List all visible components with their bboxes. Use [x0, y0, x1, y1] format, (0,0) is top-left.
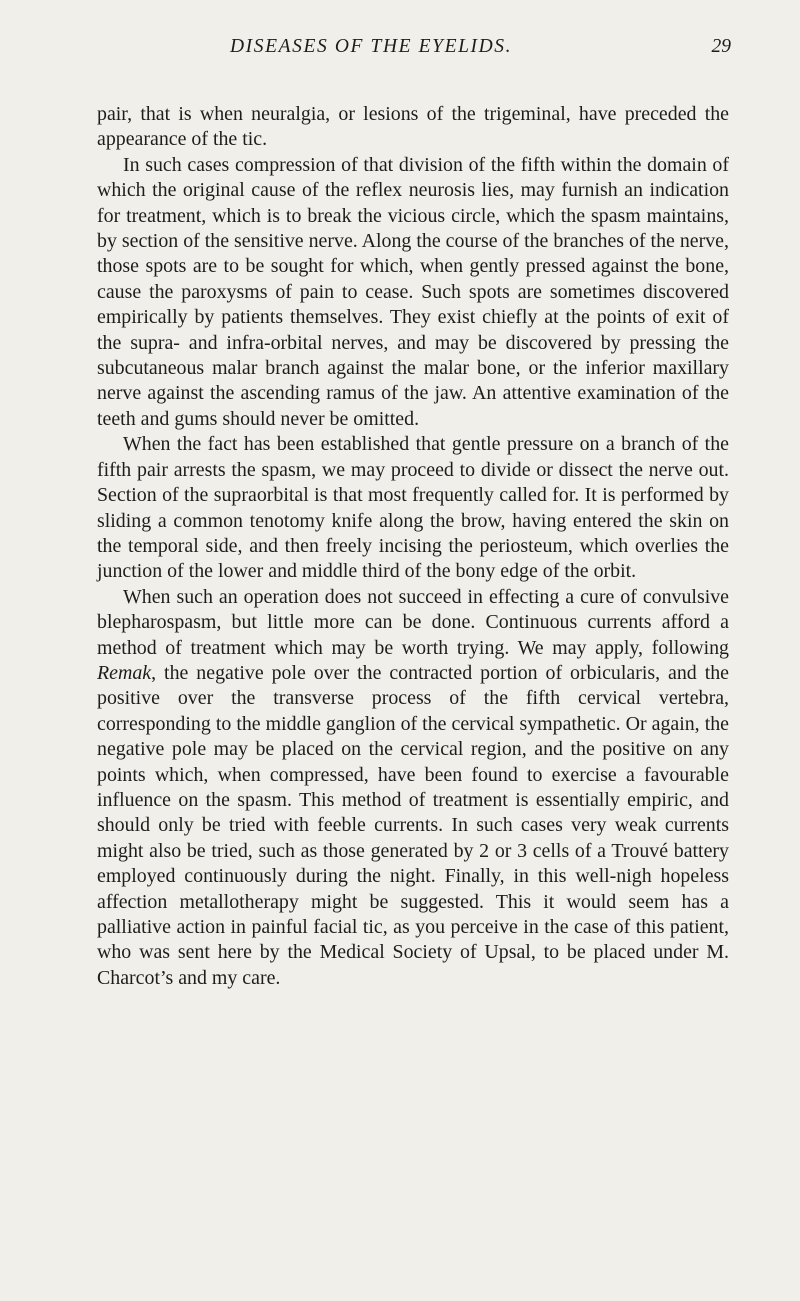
page-number: 29	[711, 36, 731, 57]
paragraph-text: pair, that is when neuralgia, or lesions of the trigeminal, have preceded the appearance of the tic.	[97, 103, 729, 151]
paragraph-text: When such an operation does not succeed in effecting a cure of convulsive blepharospasm, but little more can be done. Continuous currents afford a method of treatment which may be worth trying. We may apply, following	[97, 585, 729, 659]
paragraph-2	[97, 153, 729, 432]
paragraph-3	[97, 432, 729, 584]
running-header	[97, 36, 731, 102]
book-page	[97, 0, 729, 1301]
paragraph-4	[97, 585, 729, 992]
paragraph-text: , the negative pole over the contracted portion of orbicularis, and the positive over the transverse process of the fifth cervical vertebra, corresponding to the middle ganglion of the cervical sympathetic. Or again, the negative pole may be placed on the cervical region, and the positive on any points which, when compressed, have been found to exercise a favourable influence on the spasm. This method of treatment is essentially empiric, and should only be tried with feeble currents. In such cases very weak currents might also be tried, such as those generated by 2 or 3 cells of a Trouvé battery employed continuously during the night. Finally, in this well-nigh hopeless affection metallotherapy might be suggested. This it would seem has a palliative action in painful facial tic, as you perceive in the case of this patient, who was sent here by the Medical Society of Upsal, to be placed under M. Charcot’s and my care.	[97, 661, 729, 989]
paragraph-text: In such cases compression of that division of the fifth within the domain of which the original cause of the reflex neurosis lies, may furnish an indication for treatment, which is to break the vicious circle, which the spasm maintains, by section of the sensitive nerve. Along the course of the branches of the nerve, those spots are to be sought for which, when gently pressed against the bone, cause the paroxysms of pain to cease. Such spots are sometimes discovered empirically by patients themselves. They exist chiefly at the points of exit of the supra- and infra-orbital nerves, and may be discovered by pressing the subcutaneous malar branch against the malar bone, or the inferior maxillary nerve against the ascending ramus of the jaw. An attentive examination of the teeth and gums should never be omitted.	[97, 153, 729, 430]
body-text	[97, 102, 729, 991]
paragraph-text: When the fact has been established that gentle pressure on a branch of the fifth pair arrests the spasm, we may proceed to divide or dissect the nerve out. Section of the supraorbital is that most frequently called for. It is performed by sliding a common tenotomy knife along the brow, having entered the skin on the temporal side, and then freely incising the periosteum, which overlies the junction of the lower and middle third of the bony edge of the orbit.	[97, 433, 729, 583]
paragraph-1	[97, 102, 729, 153]
italic-name-remak: Remak	[97, 661, 152, 684]
running-title: DISEASES OF THE EYELIDS.	[230, 36, 513, 57]
